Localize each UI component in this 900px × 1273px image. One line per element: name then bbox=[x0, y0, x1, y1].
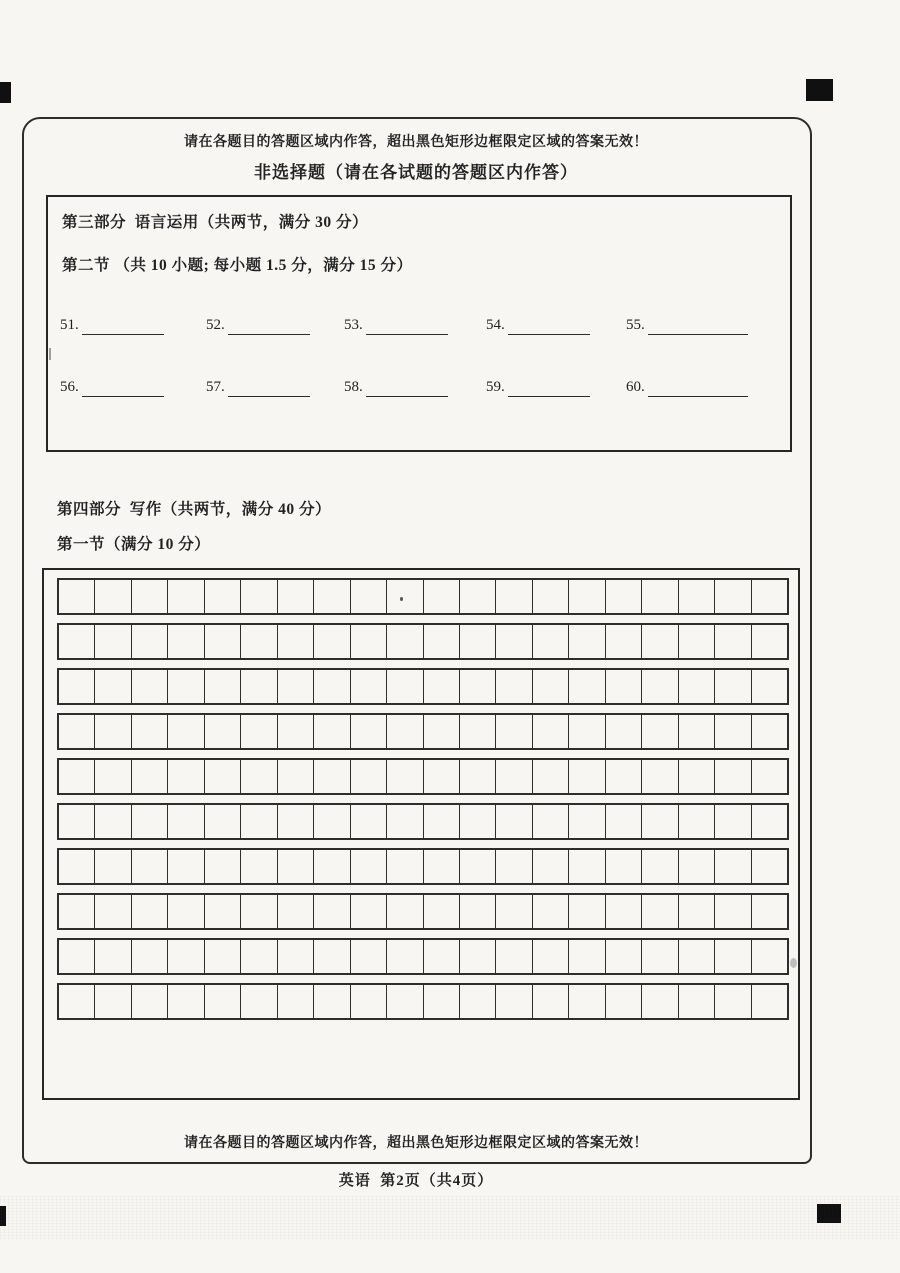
writing-grid-cell[interactable] bbox=[241, 895, 277, 928]
writing-grid-cell[interactable] bbox=[314, 850, 350, 883]
writing-grid-cell[interactable] bbox=[205, 760, 241, 793]
writing-grid-cell[interactable] bbox=[569, 985, 605, 1018]
writing-grid-cell[interactable] bbox=[679, 805, 715, 838]
writing-answer-box bbox=[42, 568, 800, 1100]
writing-grid-cell[interactable] bbox=[314, 985, 350, 1018]
writing-grid-cell[interactable] bbox=[95, 760, 131, 793]
writing-grid-cell[interactable] bbox=[569, 625, 605, 658]
writing-grid-cell[interactable] bbox=[168, 670, 204, 703]
writing-grid-cell[interactable] bbox=[606, 670, 642, 703]
writing-grid-cell[interactable] bbox=[460, 760, 496, 793]
writing-grid-cell[interactable] bbox=[132, 940, 168, 973]
writing-grid-cell[interactable] bbox=[314, 760, 350, 793]
writing-grid-cell[interactable] bbox=[460, 580, 496, 613]
bottom-instruction: 请在各题目的答题区域内作答，超出黑色矩形边框限定区域的答案无效！ bbox=[184, 1136, 648, 1151]
writing-grid-cell[interactable] bbox=[424, 850, 460, 883]
writing-grid-cell[interactable] bbox=[642, 760, 678, 793]
answer-blank-58 bbox=[344, 377, 448, 397]
writing-grid-cell[interactable] bbox=[533, 985, 569, 1018]
writing-grid-cell[interactable] bbox=[533, 670, 569, 703]
writing-grid-cell[interactable] bbox=[59, 580, 95, 613]
blank-number: 57. bbox=[206, 379, 225, 395]
writing-grid-row bbox=[57, 668, 789, 705]
writing-grid-cell[interactable] bbox=[715, 670, 751, 703]
writing-grid-cell[interactable] bbox=[205, 940, 241, 973]
writing-grid-cell[interactable] bbox=[533, 580, 569, 613]
writing-grid-cell[interactable] bbox=[314, 895, 350, 928]
writing-grid-cell[interactable] bbox=[496, 715, 532, 748]
writing-grid-cell[interactable] bbox=[241, 805, 277, 838]
top-instruction: 请在各题目的答题区域内作答，超出黑色矩形边框限定区域的答案无效！ bbox=[184, 135, 648, 150]
writing-grid-cell[interactable] bbox=[241, 670, 277, 703]
writing-grid-cell[interactable] bbox=[533, 625, 569, 658]
writing-grid-cell[interactable] bbox=[424, 985, 460, 1018]
writing-grid-cell[interactable] bbox=[95, 940, 131, 973]
writing-grid-cell[interactable] bbox=[205, 670, 241, 703]
writing-grid-cell[interactable] bbox=[387, 625, 423, 658]
writing-grid-cell[interactable] bbox=[168, 850, 204, 883]
writing-grid-cell[interactable] bbox=[168, 940, 204, 973]
writing-grid-cell[interactable] bbox=[679, 580, 715, 613]
writing-grid-cell[interactable] bbox=[752, 715, 787, 748]
writing-grid-cell[interactable] bbox=[132, 985, 168, 1018]
writing-grid-cell[interactable] bbox=[387, 985, 423, 1018]
writing-grid-cell[interactable] bbox=[715, 985, 751, 1018]
writing-grid-row bbox=[57, 623, 789, 660]
writing-grid-cell[interactable] bbox=[314, 940, 350, 973]
writing-grid-cell[interactable] bbox=[606, 895, 642, 928]
writing-grid-cell[interactable] bbox=[278, 760, 314, 793]
writing-grid-cell[interactable] bbox=[168, 760, 204, 793]
writing-grid-cell[interactable] bbox=[496, 805, 532, 838]
writing-grid-cell[interactable] bbox=[606, 715, 642, 748]
blank-number: 52. bbox=[206, 317, 225, 333]
writing-grid-cell[interactable] bbox=[59, 760, 95, 793]
writing-grid-cell[interactable] bbox=[205, 850, 241, 883]
writing-grid-cell[interactable] bbox=[241, 760, 277, 793]
writing-grid-cell[interactable] bbox=[95, 850, 131, 883]
blank-number: 60. bbox=[626, 379, 645, 395]
part3-title: 第三部分 语言运用（共两节，满分 30 分） bbox=[62, 214, 369, 231]
writing-grid-cell[interactable] bbox=[642, 850, 678, 883]
writing-grid-cell[interactable] bbox=[351, 625, 387, 658]
writing-grid-cell[interactable] bbox=[278, 985, 314, 1018]
writing-grid-cell[interactable] bbox=[424, 670, 460, 703]
writing-grid-cell[interactable] bbox=[642, 895, 678, 928]
writing-grid-cell[interactable] bbox=[278, 580, 314, 613]
writing-grid-cell[interactable] bbox=[168, 580, 204, 613]
writing-grid-cell[interactable] bbox=[606, 805, 642, 838]
writing-grid-cell[interactable] bbox=[496, 760, 532, 793]
writing-grid-cell[interactable] bbox=[132, 895, 168, 928]
writing-grid-cell[interactable] bbox=[533, 940, 569, 973]
writing-grid-cell[interactable] bbox=[569, 940, 605, 973]
writing-grid-cell[interactable] bbox=[168, 625, 204, 658]
answer-blank-57 bbox=[206, 377, 310, 397]
writing-grid-cell[interactable] bbox=[460, 940, 496, 973]
writing-grid-cell[interactable] bbox=[752, 805, 787, 838]
writing-grid-cell[interactable] bbox=[205, 805, 241, 838]
writing-grid-cell[interactable] bbox=[679, 670, 715, 703]
writing-grid-cell[interactable] bbox=[59, 805, 95, 838]
writing-grid-cell[interactable] bbox=[424, 895, 460, 928]
writing-grid-cell[interactable] bbox=[278, 895, 314, 928]
writing-grid-row bbox=[57, 938, 789, 975]
writing-grid-cell[interactable] bbox=[314, 580, 350, 613]
writing-grid-cell[interactable] bbox=[715, 580, 751, 613]
answer-line[interactable] bbox=[228, 315, 310, 335]
writing-grid-cell[interactable] bbox=[752, 940, 787, 973]
writing-grid-cell[interactable] bbox=[496, 985, 532, 1018]
writing-grid-cell[interactable] bbox=[314, 805, 350, 838]
writing-grid-cell[interactable] bbox=[387, 895, 423, 928]
writing-grid-cell[interactable] bbox=[132, 760, 168, 793]
writing-grid-cell[interactable] bbox=[679, 760, 715, 793]
writing-grid-cell[interactable] bbox=[205, 580, 241, 613]
writing-grid-cell[interactable] bbox=[241, 715, 277, 748]
blank-number: 55. bbox=[626, 317, 645, 333]
writing-grid-cell[interactable] bbox=[95, 895, 131, 928]
writing-grid-row bbox=[57, 578, 789, 615]
writing-grid-cell[interactable] bbox=[314, 625, 350, 658]
writing-grid-cell[interactable] bbox=[59, 715, 95, 748]
answer-line[interactable] bbox=[366, 377, 448, 397]
writing-grid-cell[interactable] bbox=[642, 985, 678, 1018]
writing-grid-cell[interactable] bbox=[241, 625, 277, 658]
writing-grid-cell[interactable] bbox=[278, 940, 314, 973]
writing-grid-cell[interactable] bbox=[387, 940, 423, 973]
page-footer: 英语 第2页（共4页） bbox=[338, 1173, 494, 1189]
writing-grid-cell[interactable] bbox=[387, 850, 423, 883]
writing-grid-cell[interactable] bbox=[679, 940, 715, 973]
writing-grid-cell[interactable] bbox=[59, 850, 95, 883]
writing-grid-cell[interactable] bbox=[715, 940, 751, 973]
writing-grid-cell[interactable] bbox=[205, 985, 241, 1018]
writing-grid-cell[interactable] bbox=[679, 895, 715, 928]
answer-line[interactable] bbox=[82, 315, 164, 335]
writing-grid-cell[interactable] bbox=[424, 715, 460, 748]
writing-grid-cell[interactable] bbox=[752, 670, 787, 703]
writing-grid-cell[interactable] bbox=[533, 895, 569, 928]
scan-artifact bbox=[49, 348, 51, 360]
answer-line[interactable] bbox=[228, 377, 310, 397]
scan-artifact bbox=[400, 597, 403, 601]
writing-grid-cell[interactable] bbox=[59, 670, 95, 703]
writing-grid-cell[interactable] bbox=[132, 805, 168, 838]
answer-line[interactable] bbox=[648, 315, 748, 335]
writing-grid-cell[interactable] bbox=[752, 850, 787, 883]
writing-grid-cell[interactable] bbox=[59, 940, 95, 973]
writing-grid-cell[interactable] bbox=[241, 985, 277, 1018]
blank-number: 54. bbox=[486, 317, 505, 333]
writing-grid-cell[interactable] bbox=[424, 580, 460, 613]
writing-grid-cell[interactable] bbox=[168, 805, 204, 838]
writing-grid-cell[interactable] bbox=[278, 850, 314, 883]
writing-grid-cell[interactable] bbox=[606, 580, 642, 613]
registration-mark-top-right bbox=[806, 79, 833, 101]
writing-grid-cell[interactable] bbox=[715, 715, 751, 748]
writing-grid-cell[interactable] bbox=[59, 985, 95, 1018]
blank-number: 51. bbox=[60, 317, 79, 333]
writing-grid-cell[interactable] bbox=[569, 580, 605, 613]
writing-grid-cell[interactable] bbox=[752, 895, 787, 928]
writing-grid-cell[interactable] bbox=[132, 625, 168, 658]
writing-grid-row bbox=[57, 713, 789, 750]
writing-grid-cell[interactable] bbox=[314, 670, 350, 703]
writing-grid-cell[interactable] bbox=[496, 580, 532, 613]
writing-grid-cell[interactable] bbox=[715, 850, 751, 883]
writing-grid-cell[interactable] bbox=[752, 625, 787, 658]
writing-grid-cell[interactable] bbox=[132, 670, 168, 703]
writing-grid-cell[interactable] bbox=[59, 625, 95, 658]
part4-subtitle: 第一节（满分 10 分） bbox=[57, 536, 211, 553]
writing-grid-cell[interactable] bbox=[205, 715, 241, 748]
writing-grid-cell[interactable] bbox=[496, 940, 532, 973]
writing-grid-cell[interactable] bbox=[424, 760, 460, 793]
writing-grid-cell[interactable] bbox=[606, 625, 642, 658]
writing-grid-cell[interactable] bbox=[496, 670, 532, 703]
writing-grid-cell[interactable] bbox=[715, 895, 751, 928]
writing-grid-cell[interactable] bbox=[351, 940, 387, 973]
writing-grid bbox=[57, 578, 789, 1028]
writing-grid-row bbox=[57, 758, 789, 795]
writing-grid-cell[interactable] bbox=[59, 895, 95, 928]
answer-line[interactable] bbox=[508, 377, 590, 397]
writing-grid-cell[interactable] bbox=[460, 850, 496, 883]
non-choice-section-heading: 非选择题（请在各试题的答题区内作答） bbox=[254, 163, 578, 182]
writing-grid-cell[interactable] bbox=[460, 625, 496, 658]
writing-grid-row bbox=[57, 803, 789, 840]
fill-blank-row-56-60 bbox=[48, 377, 790, 405]
writing-grid-cell[interactable] bbox=[569, 715, 605, 748]
writing-grid-cell[interactable] bbox=[278, 805, 314, 838]
writing-grid-cell[interactable] bbox=[132, 580, 168, 613]
writing-grid-row bbox=[57, 848, 789, 885]
writing-grid-cell[interactable] bbox=[679, 985, 715, 1018]
part3-subtitle: 第二节 （共 10 小题; 每小题 1.5 分，满分 15 分） bbox=[62, 257, 413, 274]
writing-grid-cell[interactable] bbox=[387, 670, 423, 703]
answer-blank-51 bbox=[60, 315, 164, 335]
writing-grid-cell[interactable] bbox=[460, 670, 496, 703]
writing-grid-cell[interactable] bbox=[642, 715, 678, 748]
writing-grid-cell[interactable] bbox=[679, 850, 715, 883]
writing-grid-cell[interactable] bbox=[387, 805, 423, 838]
writing-grid-cell[interactable] bbox=[569, 805, 605, 838]
writing-grid-cell[interactable] bbox=[606, 940, 642, 973]
writing-grid-cell[interactable] bbox=[168, 895, 204, 928]
writing-grid-cell[interactable] bbox=[679, 715, 715, 748]
writing-grid-cell[interactable] bbox=[278, 625, 314, 658]
writing-grid-cell[interactable] bbox=[496, 850, 532, 883]
writing-grid-cell[interactable] bbox=[679, 625, 715, 658]
answer-blank-53 bbox=[344, 315, 448, 335]
writing-grid-cell[interactable] bbox=[95, 985, 131, 1018]
answer-blank-54 bbox=[486, 315, 590, 335]
answer-blank-59 bbox=[486, 377, 590, 397]
writing-grid-cell[interactable] bbox=[715, 625, 751, 658]
answer-blank-60 bbox=[626, 377, 748, 397]
writing-grid-cell[interactable] bbox=[387, 715, 423, 748]
writing-grid-cell[interactable] bbox=[424, 625, 460, 658]
writing-grid-cell[interactable] bbox=[387, 760, 423, 793]
writing-grid-row bbox=[57, 893, 789, 930]
writing-grid-cell[interactable] bbox=[460, 715, 496, 748]
part3-answer-box bbox=[46, 195, 792, 452]
scan-noise-band bbox=[0, 1196, 900, 1240]
writing-grid-cell[interactable] bbox=[642, 580, 678, 613]
writing-grid-cell[interactable] bbox=[241, 580, 277, 613]
part4-title: 第四部分 写作（共两节，满分 40 分） bbox=[57, 501, 332, 518]
writing-grid-cell[interactable] bbox=[241, 940, 277, 973]
writing-grid-cell[interactable] bbox=[168, 985, 204, 1018]
answer-line[interactable] bbox=[648, 377, 748, 397]
writing-grid-cell[interactable] bbox=[351, 670, 387, 703]
registration-mark-top-left bbox=[0, 82, 11, 103]
writing-grid-cell[interactable] bbox=[351, 760, 387, 793]
writing-grid-cell[interactable] bbox=[533, 850, 569, 883]
answer-blank-55 bbox=[626, 315, 748, 335]
writing-grid-row bbox=[57, 983, 789, 1020]
writing-grid-cell[interactable] bbox=[642, 625, 678, 658]
writing-grid-cell[interactable] bbox=[460, 895, 496, 928]
writing-grid-cell[interactable] bbox=[752, 580, 787, 613]
blank-number: 53. bbox=[344, 317, 363, 333]
blank-number: 59. bbox=[486, 379, 505, 395]
blank-number: 56. bbox=[60, 379, 79, 395]
writing-grid-cell[interactable] bbox=[606, 850, 642, 883]
writing-grid-cell[interactable] bbox=[95, 580, 131, 613]
writing-grid-cell[interactable] bbox=[351, 580, 387, 613]
writing-grid-cell[interactable] bbox=[642, 940, 678, 973]
writing-grid-cell[interactable] bbox=[351, 850, 387, 883]
writing-grid-cell[interactable] bbox=[424, 805, 460, 838]
writing-grid-cell[interactable] bbox=[642, 670, 678, 703]
writing-grid-cell[interactable] bbox=[752, 760, 787, 793]
writing-grid-cell[interactable] bbox=[95, 670, 131, 703]
writing-grid-cell[interactable] bbox=[424, 940, 460, 973]
writing-grid-cell[interactable] bbox=[533, 715, 569, 748]
answer-line[interactable] bbox=[82, 377, 164, 397]
writing-grid-cell[interactable] bbox=[496, 895, 532, 928]
writing-grid-cell[interactable] bbox=[460, 805, 496, 838]
writing-grid-cell[interactable] bbox=[351, 985, 387, 1018]
writing-grid-cell[interactable] bbox=[606, 760, 642, 793]
writing-grid-cell[interactable] bbox=[132, 715, 168, 748]
writing-grid-cell[interactable] bbox=[132, 850, 168, 883]
writing-grid-cell[interactable] bbox=[351, 715, 387, 748]
writing-grid-cell[interactable] bbox=[241, 850, 277, 883]
writing-grid-cell[interactable] bbox=[569, 895, 605, 928]
writing-grid-cell[interactable] bbox=[606, 985, 642, 1018]
blank-number: 58. bbox=[344, 379, 363, 395]
fill-blank-row-51-55 bbox=[48, 315, 790, 343]
answer-blank-56 bbox=[60, 377, 164, 397]
writing-grid-cell[interactable] bbox=[95, 715, 131, 748]
writing-grid-cell[interactable] bbox=[569, 760, 605, 793]
writing-grid-cell[interactable] bbox=[533, 760, 569, 793]
answer-line[interactable] bbox=[366, 315, 448, 335]
writing-grid-cell[interactable] bbox=[752, 985, 787, 1018]
writing-grid-cell[interactable] bbox=[496, 625, 532, 658]
answer-blank-52 bbox=[206, 315, 310, 335]
writing-grid-cell[interactable] bbox=[278, 715, 314, 748]
answer-line[interactable] bbox=[508, 315, 590, 335]
writing-grid-cell[interactable] bbox=[95, 625, 131, 658]
writing-grid-cell[interactable] bbox=[278, 670, 314, 703]
writing-grid-cell[interactable] bbox=[351, 895, 387, 928]
writing-grid-cell[interactable] bbox=[168, 715, 204, 748]
writing-grid-cell[interactable] bbox=[569, 850, 605, 883]
writing-grid-cell[interactable] bbox=[205, 895, 241, 928]
writing-grid-cell[interactable] bbox=[642, 805, 678, 838]
writing-grid-cell[interactable] bbox=[460, 985, 496, 1018]
writing-grid-cell[interactable] bbox=[715, 760, 751, 793]
writing-grid-cell[interactable] bbox=[387, 580, 423, 613]
writing-grid-cell[interactable] bbox=[533, 805, 569, 838]
writing-grid-cell[interactable] bbox=[314, 715, 350, 748]
writing-grid-cell[interactable] bbox=[205, 625, 241, 658]
writing-grid-cell[interactable] bbox=[715, 805, 751, 838]
scan-artifact bbox=[790, 958, 797, 968]
writing-grid-cell[interactable] bbox=[569, 670, 605, 703]
writing-grid-cell[interactable] bbox=[351, 805, 387, 838]
writing-grid-cell[interactable] bbox=[95, 805, 131, 838]
